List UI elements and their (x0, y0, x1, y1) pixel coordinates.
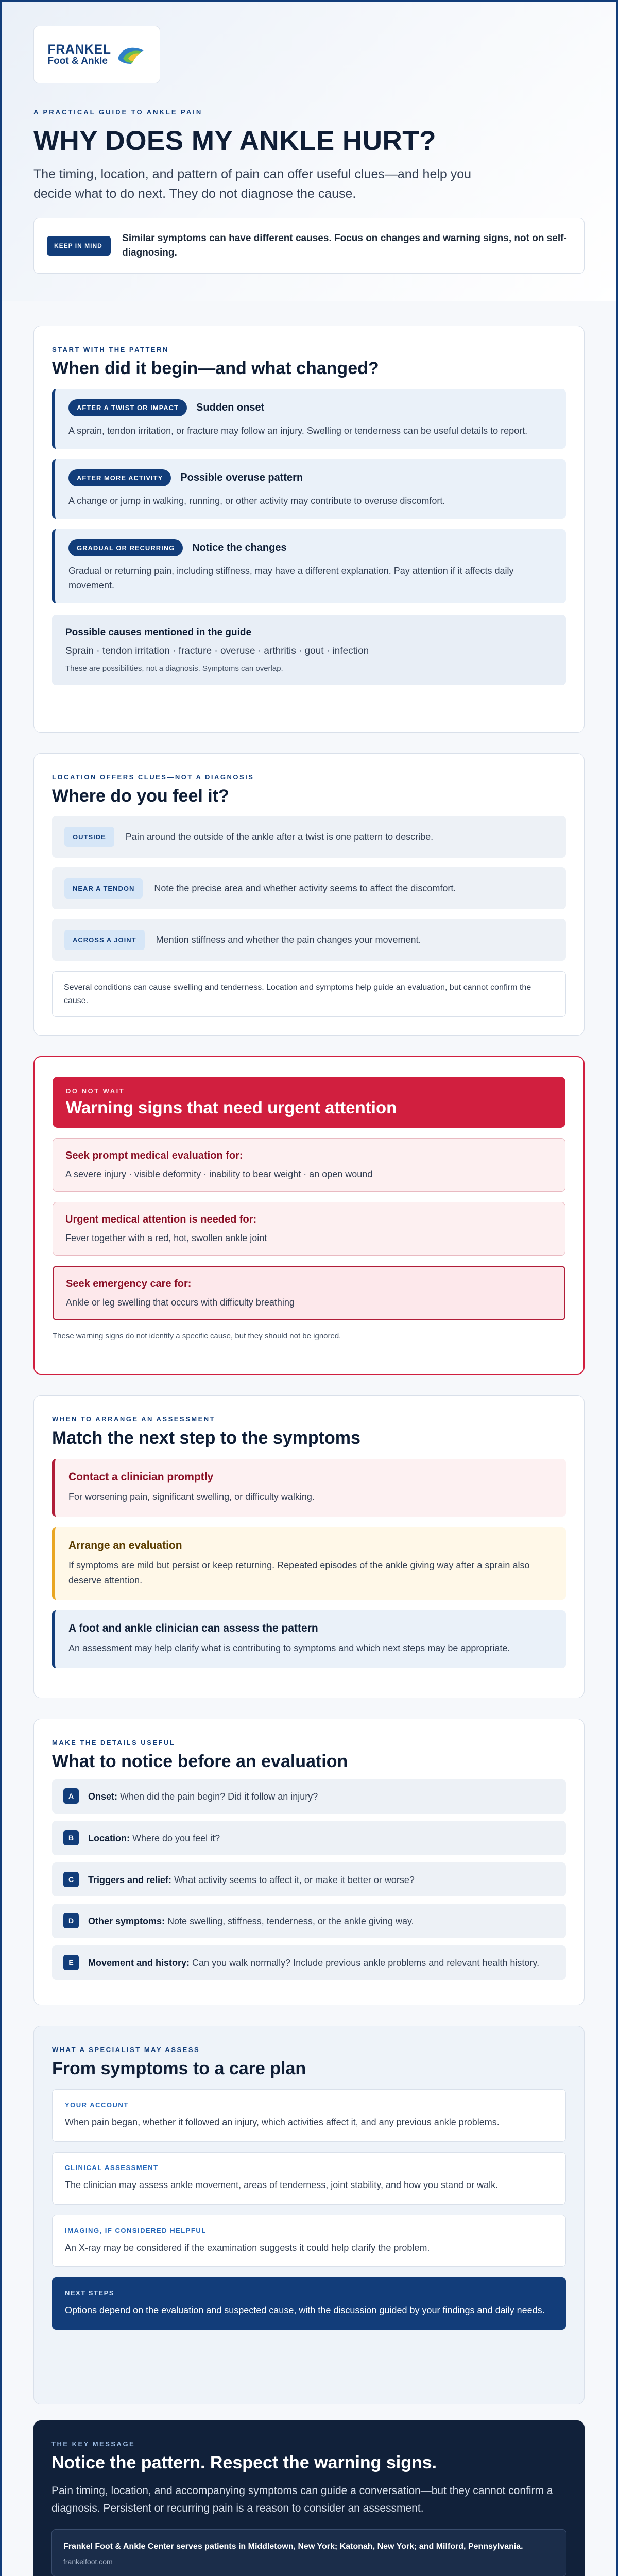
location-row (52, 919, 566, 961)
warning-box-title: Urgent medical attention is needed for: (65, 1214, 257, 1225)
key-message-card (33, 2420, 585, 2576)
logo[interactable] (33, 26, 160, 83)
pattern-kicker: START WITH THE PATTERN (52, 346, 169, 353)
pattern-item-title: Notice the changes (192, 541, 287, 553)
key-title: Notice the pattern. Respect the warning signs. (52, 2453, 437, 2472)
plan-desc: The clinician may assess ankle movement, areas of tenderness, joint stability, and how you stand or walk. (65, 2179, 499, 2190)
warning-box-desc: Ankle or leg swelling that occurs with difficulty breathing (66, 1297, 295, 1308)
pattern-item-desc: Gradual or returning pain, including stiffness, may have a different explanation. Pay attention if it affects daily movement. (68, 565, 514, 591)
notice-letter: E (63, 1955, 79, 1970)
assessment-card (33, 1395, 585, 1698)
pattern-item-title: Possible overuse pattern (180, 471, 303, 483)
warning-card (33, 1056, 585, 1375)
pattern-tag: GRADUAL OR RECURRING (68, 539, 183, 556)
notice-text: Onset: When did the pain begin? Did it follow an injury? (88, 1791, 318, 1802)
practice-website-link[interactable]: frankelfoot.com (63, 2557, 113, 2566)
possible-causes-box (52, 615, 566, 685)
key-text: Pain timing, location, and accompanying symptoms can guide a conversation—but they cannot confirm a diagnosis. Persistent or recurring pain is a reason to consider an assessment. (52, 2485, 553, 2514)
assessment-title: Match the next step to the symptoms (52, 1428, 360, 1448)
keep-in-mind-badge: KEEP IN MIND (47, 236, 111, 256)
causes-note: These are possibilities, not a diagnosis. Symptoms can overlap. (65, 664, 283, 673)
plan-label: YOUR ACCOUNT (65, 2101, 129, 2109)
pattern-item-title: Sudden onset (196, 402, 265, 413)
plan-box (52, 2215, 566, 2267)
location-row (52, 816, 566, 858)
warning-box-title: Seek prompt medical evaluation for: (65, 1150, 243, 1161)
notice-text: Location: Where do you feel it? (88, 1833, 220, 1843)
keep-in-mind-text: Similar symptoms can have different causes. Focus on changes and warning signs, not on self-diagnosing. (122, 232, 567, 258)
notice-row (52, 1945, 566, 1980)
pattern-tag: AFTER A TWIST OR IMPACT (68, 399, 187, 416)
notice-letter: D (63, 1913, 79, 1928)
location-note: Several conditions can cause swelling and tenderness. Location and symptoms help guide an evaluation, but cannot confirm the cause. (52, 971, 566, 1017)
warning-note: These warning signs do not identify a specific cause, but they should not be ignored. (53, 1332, 341, 1341)
step-box-prompt (52, 1459, 566, 1517)
plan-label: NEXT STEPS (65, 2289, 114, 2297)
step-title: A foot and ankle clinician can assess the pattern (68, 1622, 318, 1635)
notice-text: Other symptoms: Note swelling, stiffness, tenderness, or the ankle giving way. (88, 1916, 414, 1927)
causes-title: Possible causes mentioned in the guide (65, 627, 252, 638)
plan-label: CLINICAL ASSESSMENT (65, 2163, 159, 2172)
notice-row (52, 1904, 566, 1938)
plan-desc: An X-ray may be considered if the examination suggests it could help clarify the problem. (65, 2242, 430, 2253)
details-card (33, 1719, 585, 2005)
practice-locations: Frankel Foot & Ankle Center serves patients in Middletown, New York; Katonah, New York; and Milford, Pennsylvania. (63, 2542, 523, 2551)
next-steps-box (52, 2277, 566, 2330)
location-text: Note the precise area and whether activity seems to affect the discomfort. (154, 883, 456, 893)
plan-desc: When pain began, whether it followed an injury, which activities affect it, and any previous ankle problems. (65, 2117, 500, 2127)
key-kicker: THE KEY MESSAGE (52, 2440, 135, 2448)
keep-in-mind-callout (33, 218, 585, 274)
details-title: What to notice before an evaluation (52, 1752, 348, 1771)
notice-row (52, 1779, 566, 1814)
plan-box (52, 2089, 566, 2142)
warning-box-title: Seek emergency care for: (66, 1278, 192, 1290)
plan-box (52, 2152, 566, 2205)
pattern-item (52, 389, 566, 449)
assessment-kicker: WHEN TO ARRANGE AN ASSESSMENT (52, 1415, 216, 1423)
plan-desc: Options depend on the evaluation and suspected cause, with the discussion guided by your findings and daily needs. (65, 2305, 545, 2316)
pattern-item-desc: A sprain, tendon irritation, or fracture may follow an injury. Swelling or tenderness can be useful details to report. (68, 426, 528, 436)
notice-row (52, 1862, 566, 1897)
logo-line-2: Foot & Ankle (47, 56, 108, 67)
plan-kicker: WHAT A SPECIALIST MAY ASSESS (52, 2046, 200, 2054)
location-row (52, 867, 566, 909)
step-desc: An assessment may help clarify what is contributing to symptoms and which next steps may be appropriate. (68, 1643, 510, 1654)
pattern-item (52, 459, 566, 519)
care-plan-card (33, 2026, 585, 2404)
step-box-evaluation (52, 1527, 566, 1600)
warning-box-desc: Fever together with a red, hot, swollen ankle joint (65, 1233, 267, 1243)
logo-wordmark (48, 43, 111, 66)
notice-letter: A (63, 1788, 79, 1804)
plan-title: From symptoms to a care plan (52, 2059, 306, 2078)
notice-text: Triggers and relief: What activity seems to affect it, or make it better or worse? (88, 1874, 415, 1885)
location-tag: ACROSS A JOINT (64, 930, 145, 950)
emergency-box (53, 1266, 565, 1320)
hero-kicker: A PRACTICAL GUIDE TO ANKLE PAIN (33, 108, 203, 116)
step-desc: If symptoms are mild but persist or keep returning. Repeated episodes of the ankle giving way after a sprain also deserve attention. (68, 1560, 530, 1585)
notice-text: Movement and history: Can you walk normally? Include previous ankle problems and relevant health history. (88, 1958, 540, 1969)
pattern-card (33, 326, 585, 733)
notice-row (52, 1821, 566, 1855)
practice-footer (52, 2529, 566, 2576)
warning-box (53, 1202, 565, 1256)
location-card (33, 753, 585, 1036)
causes-list: Sprain · tendon irritation · fracture · overuse · arthritis · gout · infection (65, 646, 369, 657)
pattern-item-desc: A change or jump in walking, running, or other activity may contribute to overuse discomfort. (68, 495, 445, 506)
foot-logo-icon (116, 43, 146, 66)
warning-banner (53, 1077, 565, 1128)
step-title: Arrange an evaluation (68, 1539, 182, 1551)
logo-line-1: FRANKEL (47, 42, 111, 57)
location-text: Mention stiffness and whether the pain changes your movement. (156, 934, 421, 945)
warning-box-desc: A severe injury · visible deformity · inability to bear weight · an open wound (65, 1169, 373, 1179)
hero-section (0, 0, 618, 301)
page-title: WHY DOES MY ANKLE HURT? (33, 126, 436, 156)
warning-kicker: DO NOT WAIT (66, 1087, 125, 1095)
warning-title: Warning signs that need urgent attention (66, 1098, 397, 1117)
step-desc: For worsening pain, significant swelling, or difficulty walking. (68, 1492, 315, 1502)
hero-intro: The timing, location, and pattern of pain can offer useful clues—and help you decide what to do next. They do not diagnose the cause. (33, 167, 472, 201)
notice-letter: B (63, 1830, 79, 1845)
pattern-title: When did it begin—and what changed? (52, 359, 379, 378)
plan-label: IMAGING, IF CONSIDERED HELPFUL (65, 2226, 207, 2234)
warning-box (53, 1138, 565, 1192)
pattern-item (52, 529, 566, 604)
location-title: Where do you feel it? (52, 786, 229, 806)
location-text: Pain around the outside of the ankle after a twist is one pattern to describe. (125, 831, 434, 842)
step-box-clinician (52, 1610, 566, 1668)
location-kicker: LOCATION OFFERS CLUES—NOT A DIAGNOSIS (52, 773, 254, 781)
location-tag: OUTSIDE (64, 827, 114, 847)
details-kicker: MAKE THE DETAILS USEFUL (52, 1739, 176, 1747)
step-title: Contact a clinician promptly (68, 1471, 214, 1483)
pattern-tag: AFTER MORE ACTIVITY (68, 469, 171, 486)
location-tag: NEAR A TENDON (64, 878, 143, 899)
notice-letter: C (63, 1872, 79, 1887)
